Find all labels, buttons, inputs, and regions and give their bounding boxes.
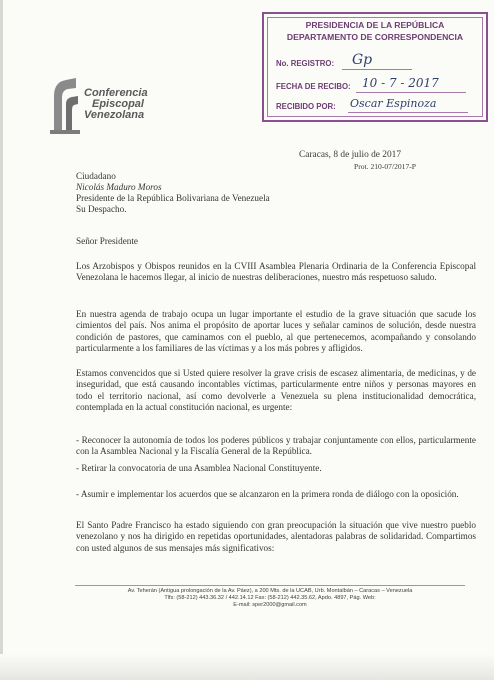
stamp-fecha-line xyxy=(356,92,466,93)
footer-phones: Tlfs: (58-212) 443.36.32 / 442.14.12 Fax: (58-212) 442.35.62, Apdo. 4897, Pág. Web: xyxy=(164,595,376,601)
paragraph-3: Estamos convencidos que si Usted quiere resolver la grave crisis de escasez alimentaria, de medicinas, y de inseguridad, que está causando incontables víctimas, particularmente entre niños y personas mayores en todo el territorio nacional, así como devolverle a Venezuela su plena institucionalidad democrática, contemplada en la actual constitución nacional, es urgente: xyxy=(76,368,476,413)
logo-line-2: Episcopal xyxy=(92,98,144,110)
place-date: Caracas, 8 de julio de 2017 xyxy=(299,150,402,160)
addressee-name: Nicolás Maduro Moros xyxy=(76,182,162,192)
footer-address: Av. Teherán (Antigua prolongación de la Av. Páez), a 200 Mts. de la UCAB, Urb. Montalbán – Caracas – Venezuela xyxy=(127,588,413,594)
logo-line-3: Venezolana xyxy=(84,109,145,121)
stamp-recibido-value: Oscar Espinoza xyxy=(350,97,437,110)
stamp-fecha-value: 10 - 7 - 2017 xyxy=(362,76,439,90)
stamp-title-1: PRESIDENCIA DE LA REPÚBLICA xyxy=(305,20,445,30)
logo-line-1: Conferencia xyxy=(84,87,148,99)
greeting: Señor Presidente xyxy=(76,236,139,246)
protocol-number: Prot. 210-07/2017-P xyxy=(354,162,417,171)
stamp-registro-line xyxy=(342,69,412,70)
scan-edge-left xyxy=(0,0,3,680)
bullet-1: - Reconocer la autonomía de todos los poderes públicos y trabajar conjuntamente con ellos, particularmente con la Asamblea Nacional y la Fiscalía General de la República. xyxy=(76,435,476,457)
stamp-title-2: DEPARTAMENTO DE CORRESPONDENCIA xyxy=(286,32,464,42)
stamp-registro-label: No. REGISTRO: xyxy=(276,59,335,68)
scan-edge-bottom xyxy=(0,654,494,680)
stamp-recibido-line xyxy=(348,112,468,113)
paragraph-2: En nuestra agenda de trabajo ocupa un lugar importante el estudio de la grave situación que sacude los cimientos del país. Nos anima el propósito de aportar luces y señalar caminos de solución, desde nuestra condición de pastores, que caminamos con el pueblo, al que pertenecemos, acompañando y consolando particularmente a los familiares de las víctimas y a los más pobres y afligidos. xyxy=(76,309,476,354)
cev-logo xyxy=(48,74,208,144)
stamp-recibido-label: RECIBIDO POR: xyxy=(276,102,336,111)
addressee-salutation: Ciudadano xyxy=(76,171,116,181)
cev-emblem-icon xyxy=(48,74,82,136)
paragraph-1: Los Arzobispos y Obispos reunidos en la CVIII Asamblea Plenaria Ordinaria de la Conferencia Episcopal Venezolana le hacemos llegar, al inicio de nuestras deliberaciones, nuestro más respetuoso saludo. xyxy=(76,261,476,283)
addressee-title: Presidente de la República Bolivariana de Venezuela xyxy=(76,193,270,203)
bullet-3: - Asumir e implementar los acuerdos que se alcanzaron en la primera ronda de diálogo con la oposición. xyxy=(76,489,459,499)
stamp-registro-value: Gp xyxy=(352,52,373,68)
bullet-2: - Retirar la convocatoria de una Asamblea Nacional Constituyente. xyxy=(76,463,322,473)
addressee-office: Su Despacho. xyxy=(76,204,127,214)
footer-rule xyxy=(75,585,465,586)
footer-email: E-mail: sper2000@gmail.com xyxy=(233,602,307,608)
paragraph-4: El Santo Padre Francisco ha estado siguiendo con gran preocupación la situación que vive nuestro pueblo venezolano y nos ha dirigido en repetidas oportunidades, alentadoras palabras de solidaridad. Compartimos con usted algunos de sus mensajes más significativos: xyxy=(76,520,476,553)
stamp-fecha-label: FECHA DE RECIBO: xyxy=(276,82,351,91)
reception-stamp xyxy=(262,12,488,122)
